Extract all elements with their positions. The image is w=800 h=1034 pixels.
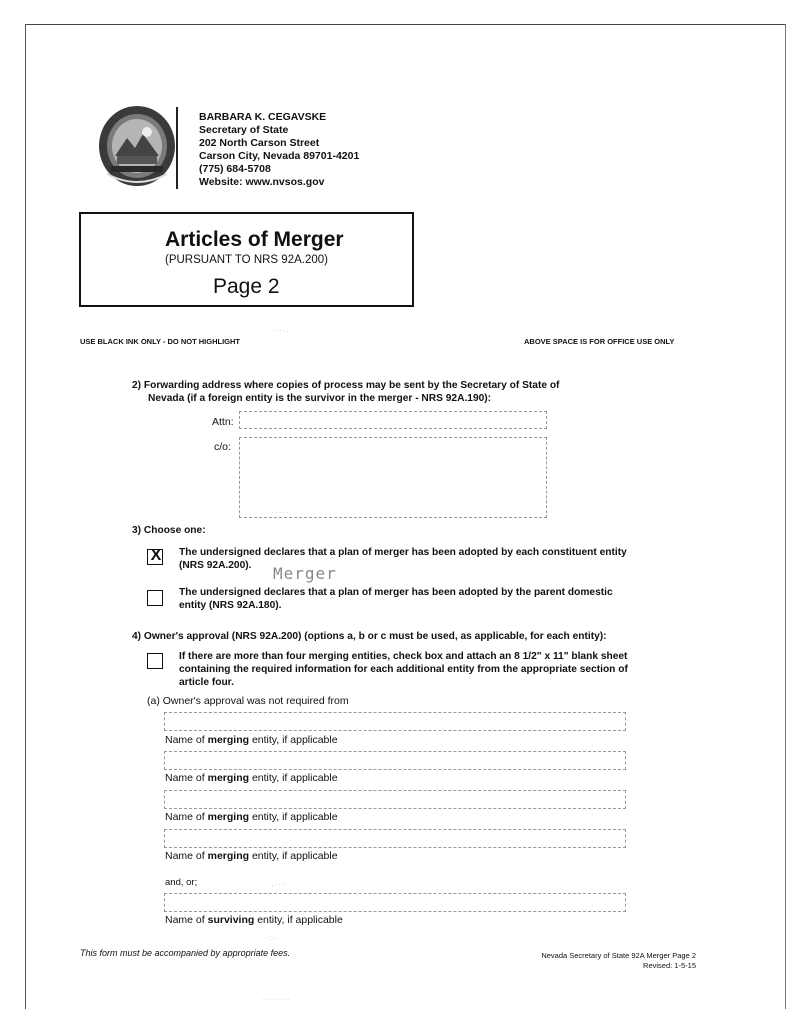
option-2-line-2: entity (NRS 92A.180).: [179, 600, 282, 611]
header-divider: [176, 107, 178, 189]
merging-entity-label-1: Name of merging entity, if applicable: [165, 734, 338, 746]
scan-speck: · · · · · ·: [268, 510, 289, 516]
office-use-notice: ABOVE SPACE IS FOR OFFICE USE ONLY: [524, 337, 675, 346]
additional-entities-checkbox[interactable]: [147, 653, 163, 669]
website: Website: www.nvsos.gov: [199, 176, 325, 188]
revision-date: Revised: 1-5-15: [643, 961, 696, 970]
option-1-check-mark: X: [150, 547, 162, 564]
co-address-field[interactable]: [239, 437, 547, 518]
secretary-title: Secretary of State: [199, 124, 289, 136]
option-1-line-1: The undersigned declares that a plan of merger has been adopted by each constituent entity: [179, 547, 627, 558]
attn-field[interactable]: [239, 411, 547, 429]
nevada-state-seal-icon: [97, 104, 177, 188]
city-address: Carson City, Nevada 89701-4201: [199, 150, 360, 162]
form-id: Nevada Secretary of State 92A Merger Page 2: [541, 951, 696, 960]
bleed-through-text: Merger: [273, 564, 337, 583]
co-label: c/o:: [214, 441, 231, 453]
section-4-note-line-2: containing the required information for each additional entity from the appropriate section of: [179, 664, 628, 675]
page-border-left: [25, 24, 26, 1009]
scan-speck: · · · · .: [272, 328, 289, 334]
section-3-heading: 3) Choose one:: [132, 525, 206, 536]
page-border-top: [25, 24, 785, 25]
option-1-checkbox[interactable]: [147, 549, 163, 565]
merging-entity-label-2: Name of merging entity, if applicable: [165, 772, 338, 784]
ink-notice: USE BLACK INK ONLY - DO NOT HIGHLIGHT: [80, 337, 241, 346]
section-4-note-line-1: If there are more than four merging entities, check box and attach an 8 1/2" x 11" blank sheet: [179, 651, 628, 662]
option-2-checkbox[interactable]: [147, 590, 163, 606]
merging-entity-field-1[interactable]: [164, 712, 626, 731]
form-title-box: [79, 212, 414, 307]
page-label: Page 2: [213, 275, 280, 298]
merging-entity-field-3[interactable]: [164, 790, 626, 809]
merging-entity-label-3: Name of merging entity, if applicable: [165, 811, 338, 823]
secretary-of-state-info: [199, 111, 359, 189]
option-2-line-1: The undersigned declares that a plan of merger has been adopted by the parent domestic: [179, 587, 613, 598]
scan-speck: · ;· ·: [266, 936, 277, 942]
section-2-line-2: Nevada (if a foreign entity is the survivor in the merger - NRS 92A.190):: [148, 393, 492, 404]
merging-entity-field-4[interactable]: [164, 829, 626, 848]
form-subtitle: (PURSUANT TO NRS 92A.200): [165, 254, 328, 266]
fees-notice: This form must be accompanied by appropriate fees.: [80, 948, 291, 958]
surviving-entity-label: Name of surviving entity, if applicable: [165, 914, 343, 926]
form-title: Articles of Merger: [165, 228, 344, 251]
scan-speck: · · · · · · · ·: [262, 997, 290, 1003]
section-4-heading: 4) Owner's approval (NRS 92A.200) (options a, b or c must be used, as applicable, for each entity):: [132, 631, 607, 642]
page-border-right: [785, 24, 786, 1009]
merging-entity-label-4: Name of merging entity, if applicable: [165, 850, 338, 862]
surviving-entity-field[interactable]: [164, 893, 626, 912]
option-1-line-2: (NRS 92A.200).: [179, 560, 252, 571]
scan-speck: · , · · ; · ·: [268, 882, 292, 888]
option-a-label: (a) Owner's approval was not required from: [147, 695, 349, 707]
section-4-note-line-3: article four.: [179, 677, 234, 688]
attn-label: Attn:: [212, 416, 234, 428]
section-2-line-1: 2) Forwarding address where copies of process may be sent by the Secretary of State of: [132, 380, 560, 391]
form-revision-info: [520, 951, 696, 971]
merging-entity-field-2[interactable]: [164, 751, 626, 770]
street-address: 202 North Carson Street: [199, 137, 320, 149]
secretary-name: BARBARA K. CEGAVSKE: [199, 111, 327, 123]
phone-number: (775) 684-5708: [199, 163, 271, 175]
and-or-label: and, or;: [165, 877, 198, 888]
